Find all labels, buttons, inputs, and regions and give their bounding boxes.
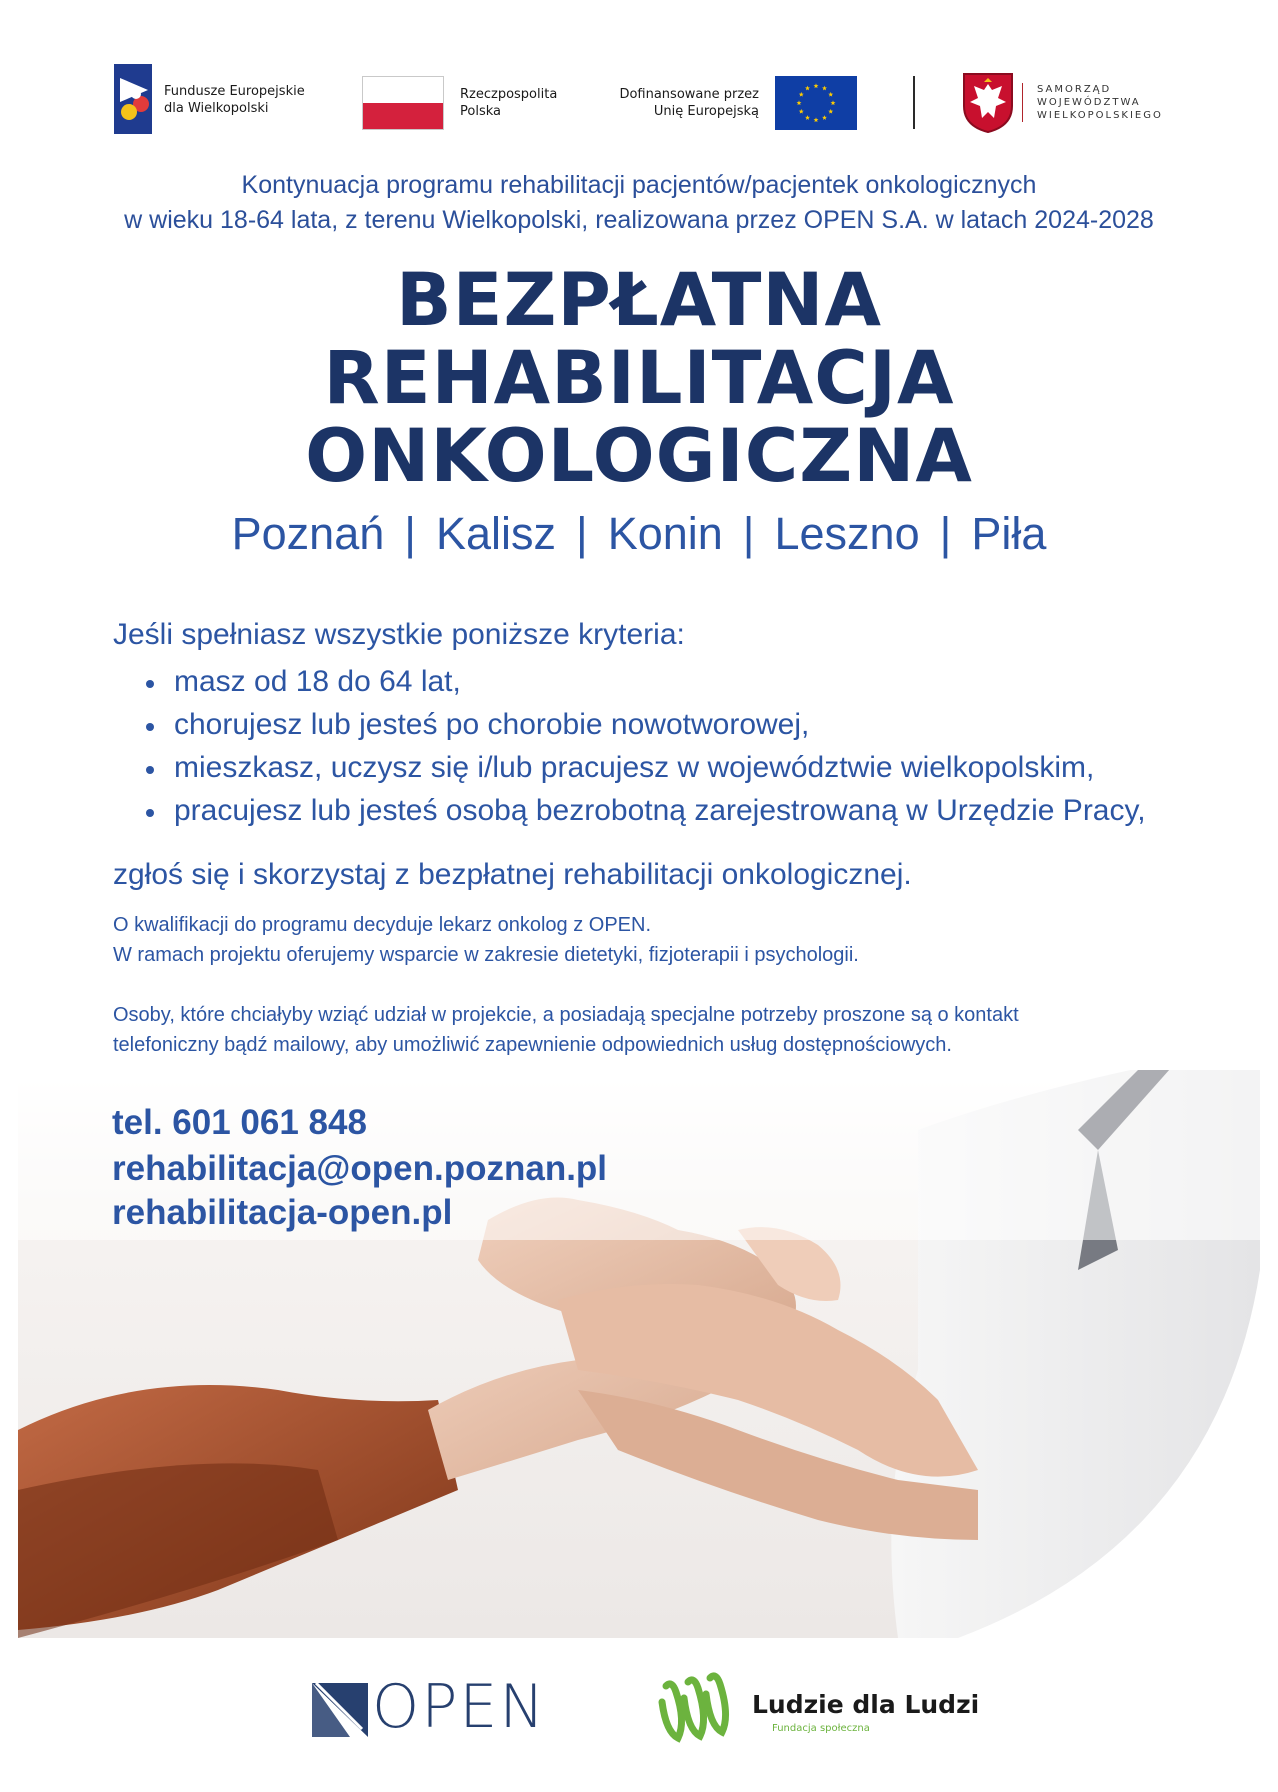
- eu-star-icon: [805, 86, 810, 91]
- wielkopolska-eagle-crest-icon: [962, 72, 1014, 134]
- criteria-item: pracujesz lub jesteś osobą bezrobotną zarejestrowaną w Urzędzie Pracy,: [146, 789, 1146, 832]
- eu-star-icon: [814, 117, 819, 122]
- city-kalisz: Kalisz: [435, 508, 556, 559]
- rzeczpospolita-polska-label: Rzeczpospolita Polska: [460, 87, 558, 119]
- page-title: BEZPŁATNA REHABILITACJA ONKOLOGICZNA: [305, 258, 973, 499]
- contact-phone[interactable]: tel. 601 061 848: [112, 1103, 367, 1142]
- fundusze-europejskie-label: Fundusze Europejskie dla Wielkopolski: [164, 84, 305, 116]
- cities-list: [0, 508, 1278, 560]
- polish-flag-icon: [362, 76, 444, 130]
- eu-star-icon: [805, 115, 810, 120]
- eu-star-icon: [828, 92, 833, 97]
- program-subtitle: Kontynuacja programu rehabilitacji pacjentów/pacjentek onkologicznych w wieku 18-64 lata, z terenu Wielkopolski, realizowana przez OPEN S.A. w latach 2024-2028: [124, 171, 1154, 234]
- bullet-icon: [146, 766, 154, 774]
- eu-flag-icon: [775, 76, 857, 130]
- city-separator: |: [404, 508, 416, 559]
- accessibility-info: Osoby, które chciałyby wziąć udział w projekcie, a posiadają specjalne potrzeby proszone są o kontakt telefoniczny bądź mailowy, aby umożliwić zapewnienie odpowiednich usług dostępnościowych.: [113, 1004, 1019, 1056]
- eu-star-icon: [822, 86, 827, 91]
- city-separator: |: [576, 508, 588, 559]
- eu-star-icon: [828, 109, 833, 114]
- city-poznan: Poznań: [231, 508, 385, 559]
- eu-star-icon: [822, 115, 827, 120]
- eu-cofinanced-label: Dofinansowane przez Unię Europejską: [619, 87, 759, 119]
- bullet-icon: [146, 723, 154, 731]
- city-konin: Konin: [607, 508, 723, 559]
- criteria-list: [146, 660, 1146, 832]
- city-pila: Piła: [971, 508, 1047, 559]
- eu-star-icon: [831, 100, 836, 105]
- contact-website-link[interactable]: rehabilitacja-open.pl: [112, 1193, 453, 1232]
- logo-divider: [913, 76, 915, 129]
- open-logo-icon: [312, 1683, 368, 1737]
- criteria-item: chorujesz lub jesteś po chorobie nowotworowej,: [146, 703, 1146, 746]
- criteria-item: mieszkasz, uczysz się i/lub pracujesz w województwie wielkopolskim,: [146, 746, 1146, 789]
- fundusze-europejskie-logo-icon: [114, 64, 152, 134]
- city-separator: |: [742, 508, 755, 559]
- eu-star-icon: [799, 92, 804, 97]
- criteria-item: masz od 18 do 64 lat,: [146, 660, 1146, 703]
- criteria-intro: Jeśli spełniasz wszystkie poniższe kryteria:: [113, 618, 685, 651]
- bullet-icon: [146, 680, 154, 688]
- bullet-icon: [146, 809, 154, 817]
- call-to-action: zgłoś się i skorzystaj z bezpłatnej rehabilitacji onkologicznej.: [113, 858, 912, 891]
- city-leszno: Leszno: [774, 508, 920, 559]
- ludzie-dla-ludzi-logo-icon: [656, 1672, 736, 1746]
- ludzie-dla-ludzi-name: Ludzie dla Ludzi: [752, 1690, 980, 1719]
- eu-star-icon: [797, 100, 802, 105]
- samorzad-wojewodztwa-label: SAMORZĄD WOJEWÓDZTWA WIELKOPOLSKIEGO: [1022, 83, 1163, 122]
- city-separator: |: [939, 508, 952, 559]
- qualification-info: O kwalifikacji do programu decyduje lekarz onkolog z OPEN. W ramach projektu oferujemy wsparcie w zakresie dietetyki, fizjoterapii i psychologii.: [113, 914, 859, 966]
- contact-email-link[interactable]: rehabilitacja@open.poznan.pl: [112, 1149, 608, 1188]
- eu-star-icon: [799, 109, 804, 114]
- eu-star-icon: [814, 83, 819, 88]
- ludzie-dla-ludzi-subtitle: Fundacja społeczna: [772, 1723, 870, 1734]
- open-logo-text: OPEN: [372, 1672, 547, 1742]
